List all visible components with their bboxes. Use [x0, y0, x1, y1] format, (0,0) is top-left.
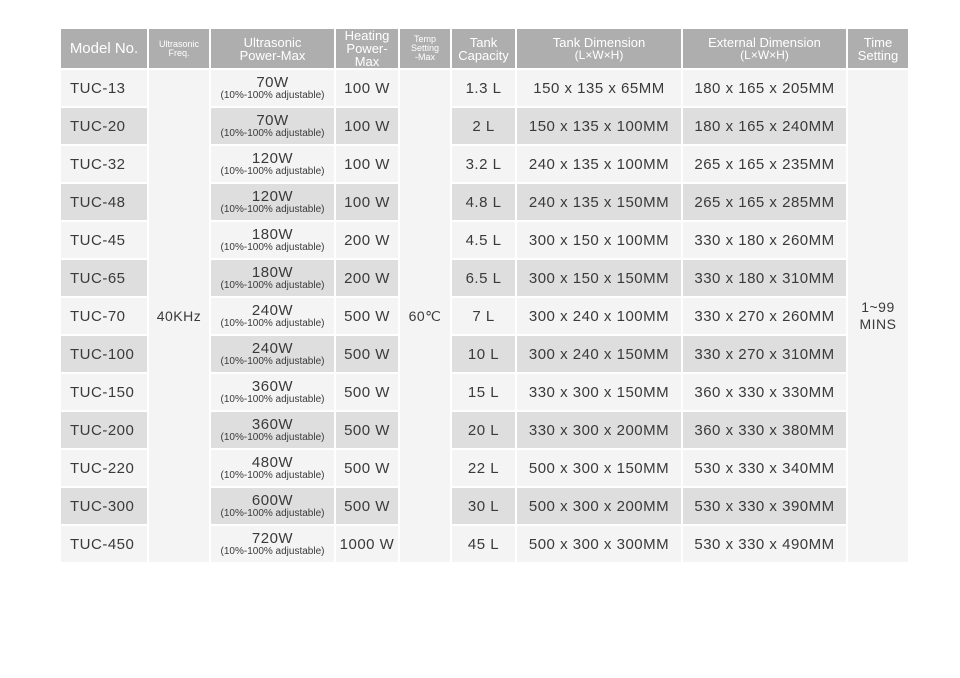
model-cell: TUC-48 — [61, 184, 147, 220]
external-dimension-cell: 330 x 180 x 310MM — [683, 260, 846, 296]
model-cell: TUC-32 — [61, 146, 147, 182]
external-dimension-cell: 330 x 270 x 310MM — [683, 336, 846, 372]
model-cell: TUC-200 — [61, 412, 147, 448]
table-body — [61, 70, 908, 562]
tank-dimension-cell: 300 x 240 x 100MM — [517, 298, 681, 334]
tank-capacity-cell: 15 L — [452, 374, 515, 410]
external-dimension-cell: 530 x 330 x 390MM — [683, 488, 846, 524]
tank-capacity-cell: 4.5 L — [452, 222, 515, 258]
tank-capacity-cell: 10 L — [452, 336, 515, 372]
tank-capacity-cell: 3.2 L — [452, 146, 515, 182]
tank-dimension-cell: 300 x 240 x 150MM — [517, 336, 681, 372]
power-adjustable-note: (10%-100% adjustable) — [220, 393, 325, 405]
tank-dimension-cell: 240 x 135 x 150MM — [517, 184, 681, 220]
tank-capacity-cell: 1.3 L — [452, 70, 515, 106]
tank-capacity-cell: 22 L — [452, 450, 515, 486]
power-value: 360W — [251, 377, 294, 395]
model-cell: TUC-45 — [61, 222, 147, 258]
header-time-setting: Time Setting — [848, 29, 908, 68]
power-value: 70W — [256, 111, 289, 129]
power-cell — [211, 526, 334, 562]
power-adjustable-note: (10%-100% adjustable) — [220, 431, 325, 443]
header-ultrasonic-power: Ultrasonic Power-Max — [211, 29, 334, 68]
power-adjustable-note: (10%-100% adjustable) — [220, 355, 325, 367]
model-cell: TUC-20 — [61, 108, 147, 144]
frequency-cell: 40KHz — [149, 70, 209, 562]
tank-dimension-cell: 240 x 135 x 100MM — [517, 146, 681, 182]
power-adjustable-note: (10%-100% adjustable) — [220, 127, 325, 139]
power-adjustable-note: (10%-100% adjustable) — [220, 545, 325, 557]
heating-cell: 100 W — [336, 108, 398, 144]
external-dimension-cell: 360 x 330 x 330MM — [683, 374, 846, 410]
time-unit: MINS — [859, 316, 897, 332]
tank-dimension-cell: 500 x 300 x 300MM — [517, 526, 681, 562]
power-cell — [211, 260, 334, 296]
external-dimension-cell: 265 x 165 x 285MM — [683, 184, 846, 220]
model-cell: TUC-220 — [61, 450, 147, 486]
power-adjustable-note: (10%-100% adjustable) — [220, 165, 325, 177]
power-value: 360W — [251, 415, 294, 433]
model-cell: TUC-100 — [61, 336, 147, 372]
power-value: 120W — [251, 149, 294, 167]
heating-cell: 500 W — [336, 450, 398, 486]
time-setting-cell — [848, 70, 908, 562]
model-cell: TUC-13 — [61, 70, 147, 106]
header-model: Model No. — [61, 29, 147, 68]
model-cell: TUC-450 — [61, 526, 147, 562]
power-cell — [211, 412, 334, 448]
power-value: 180W — [251, 263, 294, 281]
power-cell — [211, 298, 334, 334]
header-tank-capacity: Tank Capacity — [452, 29, 515, 68]
heating-cell: 500 W — [336, 412, 398, 448]
external-dimension-cell: 530 x 330 x 490MM — [683, 526, 846, 562]
model-cell: TUC-300 — [61, 488, 147, 524]
model-cell: TUC-65 — [61, 260, 147, 296]
header-external-dimension: External Dimension (L×W×H) — [683, 29, 846, 68]
power-cell — [211, 450, 334, 486]
power-value: 240W — [251, 339, 294, 357]
tank-dimension-cell: 330 x 300 x 150MM — [517, 374, 681, 410]
external-dimension-cell: 180 x 165 x 240MM — [683, 108, 846, 144]
power-value: 120W — [251, 187, 294, 205]
external-dimension-cell: 330 x 180 x 260MM — [683, 222, 846, 258]
header-frequency: Ultrasonic Freq. — [149, 29, 209, 68]
heating-cell: 500 W — [336, 336, 398, 372]
external-dimension-cell: 360 x 330 x 380MM — [683, 412, 846, 448]
heating-cell: 200 W — [336, 260, 398, 296]
power-value: 480W — [251, 453, 294, 471]
heating-cell: 1000 W — [336, 526, 398, 562]
power-value: 720W — [251, 529, 294, 547]
power-cell — [211, 108, 334, 144]
power-adjustable-note: (10%-100% adjustable) — [220, 279, 325, 291]
power-cell — [211, 70, 334, 106]
power-adjustable-note: (10%-100% adjustable) — [220, 469, 325, 481]
tank-capacity-cell: 2 L — [452, 108, 515, 144]
heating-cell: 100 W — [336, 184, 398, 220]
tank-capacity-cell: 30 L — [452, 488, 515, 524]
power-value: 70W — [256, 73, 289, 91]
spec-table — [59, 27, 910, 564]
external-dimension-cell: 530 x 330 x 340MM — [683, 450, 846, 486]
header-tank-dimension: Tank Dimension (L×W×H) — [517, 29, 681, 68]
power-adjustable-note: (10%-100% adjustable) — [220, 89, 325, 101]
tank-capacity-cell: 6.5 L — [452, 260, 515, 296]
power-value: 600W — [251, 491, 294, 509]
power-cell — [211, 488, 334, 524]
power-adjustable-note: (10%-100% adjustable) — [220, 317, 325, 329]
power-adjustable-note: (10%-100% adjustable) — [220, 203, 325, 215]
power-adjustable-note: (10%-100% adjustable) — [220, 241, 325, 253]
tank-dimension-cell: 150 x 135 x 65MM — [517, 70, 681, 106]
tank-capacity-cell: 7 L — [452, 298, 515, 334]
power-value: 180W — [251, 225, 294, 243]
tank-dimension-cell: 300 x 150 x 100MM — [517, 222, 681, 258]
tank-capacity-cell: 4.8 L — [452, 184, 515, 220]
power-cell — [211, 336, 334, 372]
heating-cell: 500 W — [336, 488, 398, 524]
model-cell: TUC-150 — [61, 374, 147, 410]
power-adjustable-note: (10%-100% adjustable) — [220, 507, 325, 519]
tank-dimension-cell: 330 x 300 x 200MM — [517, 412, 681, 448]
tank-dimension-cell: 500 x 300 x 150MM — [517, 450, 681, 486]
external-dimension-cell: 180 x 165 x 205MM — [683, 70, 846, 106]
heating-cell: 200 W — [336, 222, 398, 258]
header-row — [61, 29, 908, 68]
time-range: 1~99 — [861, 299, 895, 315]
power-cell — [211, 184, 334, 220]
model-cell: TUC-70 — [61, 298, 147, 334]
heating-cell: 100 W — [336, 146, 398, 182]
heating-cell: 500 W — [336, 298, 398, 334]
external-dimension-cell: 265 x 165 x 235MM — [683, 146, 846, 182]
table-row — [61, 70, 908, 106]
tank-capacity-cell: 20 L — [452, 412, 515, 448]
heating-cell: 100 W — [336, 70, 398, 106]
tank-dimension-cell: 500 x 300 x 200MM — [517, 488, 681, 524]
external-dimension-cell: 330 x 270 x 260MM — [683, 298, 846, 334]
header-heating-power: Heating Power- Max — [336, 29, 398, 68]
temp-cell: 60℃ — [400, 70, 450, 562]
tank-dimension-cell: 300 x 150 x 150MM — [517, 260, 681, 296]
tank-capacity-cell: 45 L — [452, 526, 515, 562]
power-cell — [211, 146, 334, 182]
power-cell — [211, 374, 334, 410]
header-temp-setting: Temp Setting -Max — [400, 29, 450, 68]
power-cell — [211, 222, 334, 258]
heating-cell: 500 W — [336, 374, 398, 410]
tank-dimension-cell: 150 x 135 x 100MM — [517, 108, 681, 144]
power-value: 240W — [251, 301, 294, 319]
